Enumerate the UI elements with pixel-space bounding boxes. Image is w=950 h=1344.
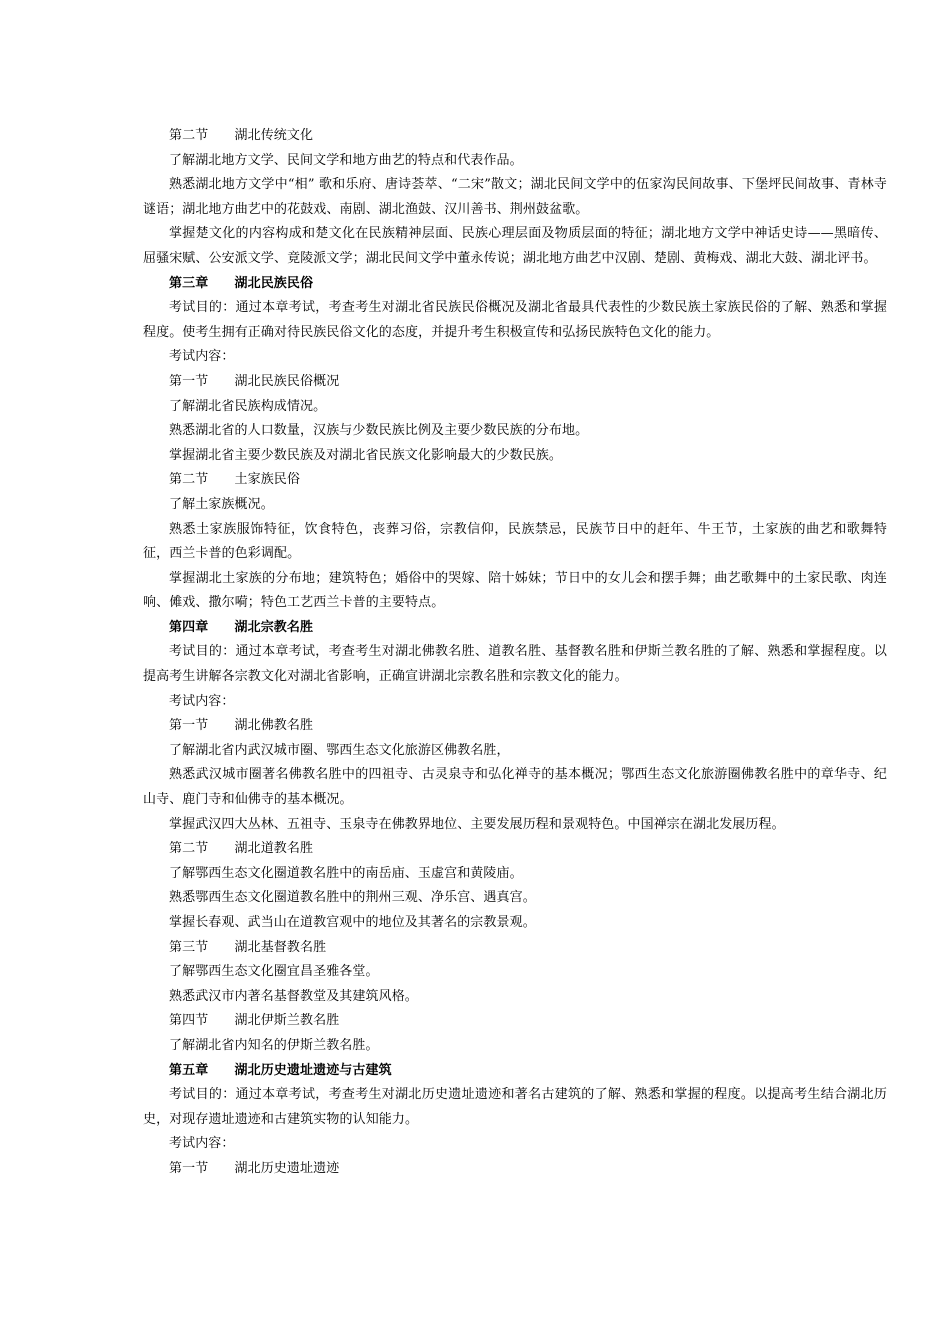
body-paragraph: 掌握楚文化的内容构成和楚文化在民族精神层面、民族心理层面及物质层面的特征；湖北地方文学中神话史诗——黑暗传、屈骚宋赋、公安派文学、竟陵派文学；湖北民间文学中董永传说；湖北地方曲艺中汉剧、楚剧、黄梅戏、湖北大鼓、湖北评书。 — [143, 226, 887, 266]
body-paragraph: 考试目的：通过本章考试，考查考生对湖北省民族民俗概况及湖北省最具代表性的少数民族土家族民俗的了解、熟悉和掌握程度。使考生拥有正确对待民族民俗文化的态度，并提升考生积极宣传和弘扬民族特色文化的能力。 — [143, 300, 887, 340]
body-paragraph: 考试目的：通过本章考试，考查考生对湖北历史遗址遗迹和著名古建筑的了解、熟悉和掌握的程度。以提高考生结合湖北历史，对现存遗址遗迹和古建筑实物的认知能力。 — [143, 1087, 887, 1127]
body-paragraph: 了解土家族概况。 — [169, 496, 274, 512]
body-paragraph: 熟悉土家族服饰特征，饮食特色，丧葬习俗，宗教信仰，民族禁忌，民族节日中的赶年、牛王节，土家族的曲艺和歌舞特征，西兰卡普的色彩调配。 — [143, 521, 887, 562]
section-heading: 第二节 湖北道教名胜 — [169, 841, 314, 857]
body-paragraph: 了解鄂西生态文化圈道教名胜中的南岳庙、玉虚宫和黄陵庙。 — [169, 865, 523, 881]
section-heading: 第一节 湖北民族民俗概况 — [169, 373, 340, 389]
body-paragraph: 熟悉湖北地方文学中“相” 歌和乐府、唐诗荟萃、“二宋”散文；湖北民间文学中的伍家沟民间故事、下堡坪民间故事、青林寺谜语；湖北地方曲艺中的花鼓戏、南剧、湖北渔鼓、汉川善书、荆州鼓盆歌。 — [143, 177, 887, 217]
section-heading: 第一节 湖北佛教名胜 — [169, 718, 314, 734]
body-paragraph: 了解湖北省民族构成情况。 — [169, 398, 327, 414]
body-paragraph: 考试内容： — [169, 349, 235, 365]
section-heading: 第四节 湖北伊斯兰教名胜 — [169, 1013, 340, 1029]
body-paragraph: 了解湖北省内武汉城市圈、鄂西生态文化旅游区佛教名胜， — [169, 742, 510, 758]
section-heading: 第一节 湖北历史遗址遗迹 — [169, 1160, 340, 1176]
body-paragraph: 考试内容： — [169, 693, 235, 709]
body-paragraph: 熟悉鄂西生态文化圈道教名胜中的荆州三观、净乐宫、遇真宫。 — [169, 890, 536, 906]
body-paragraph: 熟悉湖北省的人口数量，汉族与少数民族比例及主要少数民族的分布地。 — [169, 423, 589, 439]
chapter-heading: 第四章 湖北宗教名胜 — [169, 619, 314, 635]
chapter-heading: 第五章 湖北历史遗址遗迹与古建筑 — [169, 1062, 392, 1078]
body-paragraph: 熟悉武汉市内著名基督教堂及其建筑风格。 — [169, 988, 418, 1004]
body-paragraph: 了解鄂西生态文化圈宜昌圣雅各堂。 — [169, 964, 379, 980]
body-paragraph: 考试内容： — [169, 1136, 235, 1152]
section-heading: 第二节 土家族民俗 — [169, 472, 301, 488]
body-paragraph: 了解湖北省内知名的伊斯兰教名胜。 — [169, 1037, 379, 1053]
section-heading: 第三节 湖北基督教名胜 — [169, 939, 327, 955]
chapter-heading: 第三章 湖北民族民俗 — [169, 275, 314, 291]
body-paragraph: 了解湖北地方文学、民间文学和地方曲艺的特点和代表作品。 — [169, 152, 523, 168]
body-paragraph: 掌握武汉四大丛林、五祖寺、玉泉寺在佛教界地位、主要发展历程和景观特色。中国禅宗在湖北发展历程。 — [169, 816, 785, 832]
body-paragraph: 掌握湖北省主要少数民族及对湖北省民族文化影响最大的少数民族。 — [169, 447, 563, 463]
body-paragraph: 掌握湖北土家族的分布地；建筑特色；婚俗中的哭嫁、陪十姊妹；节日中的女儿会和摆手舞；曲艺歌舞中的土家民歌、肉连响、傩戏、撒尔嗬；特色工艺西兰卡普的主要特点。 — [143, 570, 887, 611]
document-body — [143, 124, 887, 1182]
body-paragraph: 掌握长春观、武当山在道教宫观中的地位及其著名的宗教景观。 — [169, 915, 536, 930]
section-heading: 第二节 湖北传统文化 — [169, 128, 314, 143]
body-paragraph: 考试目的：通过本章考试，考查考生对湖北佛教名胜、道教名胜、基督教名胜和伊斯兰教名胜的了解、熟悉和掌握程度。以提高考生讲解各宗教文化对湖北省影响，正确宣讲湖北宗教名胜和宗教文化的能力。 — [143, 644, 887, 685]
body-paragraph: 熟悉武汉城市圈著名佛教名胜中的四祖寺、古灵泉寺和弘化禅寺的基本概况；鄂西生态文化旅游圈佛教名胜中的章华寺、纪山寺、鹿门寺和仙佛寺的基本概况。 — [143, 767, 887, 808]
